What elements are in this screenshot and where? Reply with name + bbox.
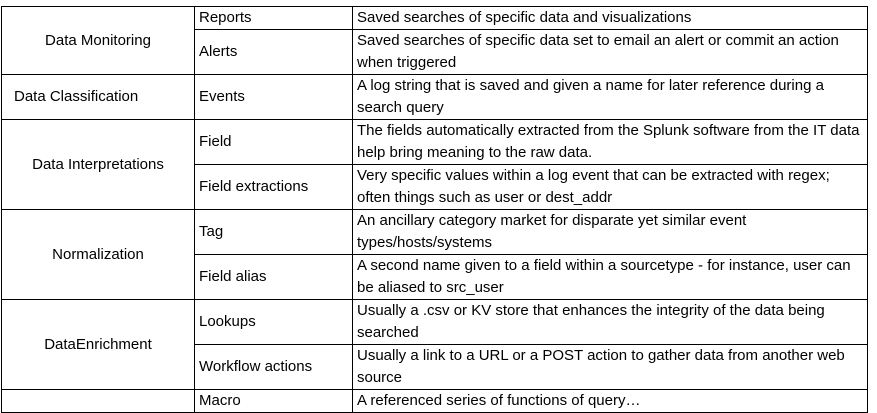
term-cell: Macro bbox=[195, 390, 353, 413]
category-cell bbox=[2, 390, 195, 413]
description-cell: Very specific values within a log event that can be extracted with regex; often things such as user or dest_addr bbox=[353, 165, 868, 210]
category-cell: Data Classification bbox=[2, 75, 195, 120]
term-cell: Alerts bbox=[195, 30, 353, 75]
table-row bbox=[2, 210, 868, 255]
table-row bbox=[2, 7, 868, 30]
description-cell: A second name given to a field within a sourcetype - for instance, user can be aliased to src_user bbox=[353, 255, 868, 300]
table-row bbox=[2, 300, 868, 345]
term-cell: Events bbox=[195, 75, 353, 120]
description-cell: Saved searches of specific data and visualizations bbox=[353, 7, 868, 30]
table-row bbox=[2, 120, 868, 165]
term-cell: Field bbox=[195, 120, 353, 165]
term-cell: Lookups bbox=[195, 300, 353, 345]
description-cell: A log string that is saved and given a name for later reference during a search query bbox=[353, 75, 868, 120]
category-cell: Normalization bbox=[2, 210, 195, 300]
category-cell: Data Interpretations bbox=[2, 120, 195, 210]
description-cell: A referenced series of functions of query… bbox=[353, 390, 868, 413]
term-cell: Workflow actions bbox=[195, 345, 353, 390]
glossary-table bbox=[1, 6, 868, 413]
term-cell: Field extractions bbox=[195, 165, 353, 210]
term-cell: Field alias bbox=[195, 255, 353, 300]
table-row bbox=[2, 75, 868, 120]
description-cell: Usually a .csv or KV store that enhances the integrity of the data being searched bbox=[353, 300, 868, 345]
table-row bbox=[2, 390, 868, 413]
description-cell: The fields automatically extracted from the Splunk software from the IT data help bring meaning to the raw data. bbox=[353, 120, 868, 165]
description-cell: An ancillary category market for disparate yet similar event types/hosts/systems bbox=[353, 210, 868, 255]
description-cell: Saved searches of specific data set to email an alert or commit an action when triggered bbox=[353, 30, 868, 75]
term-cell: Tag bbox=[195, 210, 353, 255]
category-cell: Data Monitoring bbox=[2, 7, 195, 75]
category-cell: DataEnrichment bbox=[2, 300, 195, 390]
description-cell: Usually a link to a URL or a POST action to gather data from another web source bbox=[353, 345, 868, 390]
term-cell: Reports bbox=[195, 7, 353, 30]
